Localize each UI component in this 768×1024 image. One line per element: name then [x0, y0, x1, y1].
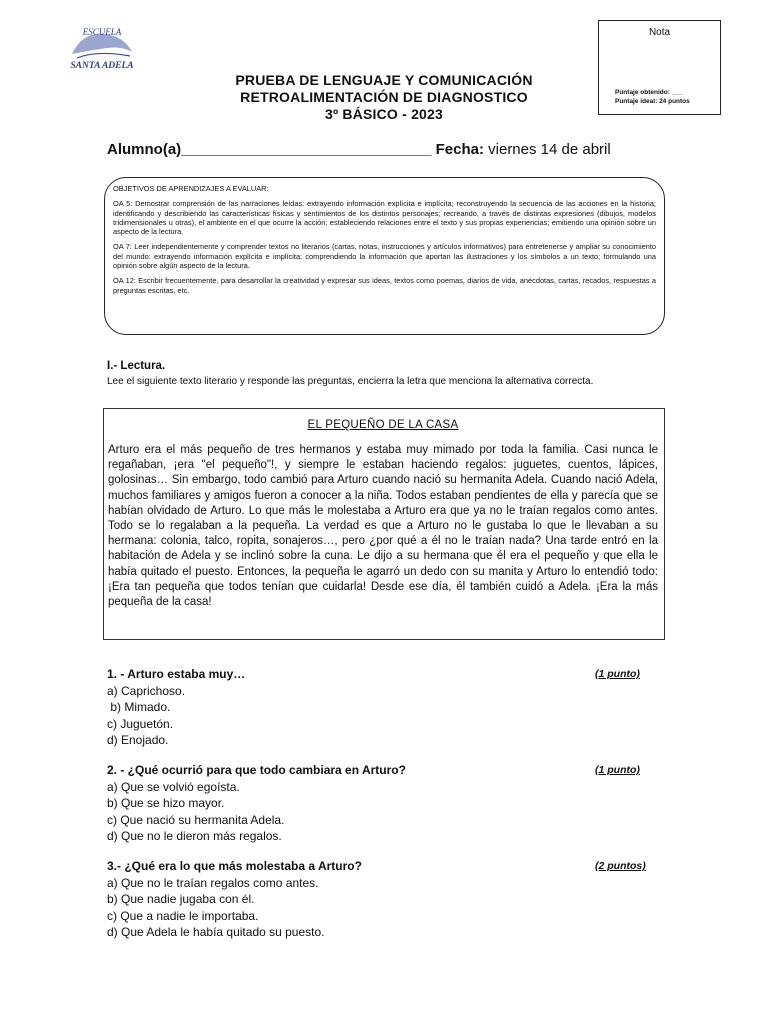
learning-objectives-box	[104, 177, 665, 335]
story-box	[103, 408, 665, 640]
header-line-1: PRUEBA DE LENGUAJE Y COMUNICACIÓN	[235, 72, 533, 88]
question-3-points: (2 puntos)	[595, 860, 646, 872]
logo-text-top: ESCUELA	[82, 27, 122, 37]
question-2-option-d[interactable]: d) Que no le dieron más regalos.	[107, 829, 282, 843]
question-2-points: (1 punto)	[595, 764, 640, 776]
section-instruction: Lee el siguiente texto literario y responde las preguntas, encierra la letra que menciona la alternativa correcta.	[107, 376, 594, 387]
document-header	[150, 72, 618, 123]
question-3-option-a[interactable]: a) Que no le traían regalos como antes.	[107, 875, 319, 890]
student-name-field[interactable]: Alumno(a)______________________________	[107, 141, 432, 158]
header-line-2: RETROALIMENTACIÓN DE DIAGNOSTICO	[240, 89, 528, 105]
story-title: EL PEQUEÑO DE LA CASA	[307, 419, 459, 431]
question-3-title: 3.- ¿Qué era lo que más molestaba a Arturo?	[107, 859, 362, 873]
question-3	[107, 858, 667, 941]
score-obtained: Puntaje obtenido: ___	[615, 89, 683, 96]
school-logo	[52, 24, 152, 76]
score-ideal: Puntaje ideal: 24 puntos	[615, 98, 690, 105]
question-3-option-d[interactable]: d) Que Adela le había quitado su puesto.	[107, 925, 325, 939]
question-1-option-b[interactable]: b) Mimado.	[107, 700, 171, 714]
question-3-option-c[interactable]: c) Que a nadie le importaba.	[107, 908, 259, 923]
story-text: Arturo era el más pequeño de tres hermanos y estaba muy mimado por toda la familia. Casi nunca le regañaban, ¡era "el pequeño"!, y siempre le estaban haciendo regalos: juguetes, cuentos, lápices, golosinas… Sin embargo, todo cambió para Arturo cuando nació su hermanita Adela. Cuando nació Adela, muchos familiares y amigos fueron a conocer a la niña. Todos estaban pendientes de ella y parecía que se habían olvidado de Arturo. Lo que más le molestaba a Arturo era que ya no le traían regalos como antes. Todo se lo regalaban a la pequeña. La verdad es que a Arturo no le gustaba lo que le llevaban a su hermana: colonia, talco, ropita, sonajeros…, pero ¿por qué a él no le traían nada? Una tarde entró en la habitación de Adela y se inclinó sobre la cuna. Le dijo a su hermana que él era el pequeño y que ella le había quitado el puesto. Entonces, la pequeña le agarró un dedo con su manita y Arturo lo entendió todo: ¡Era tan pequeña que todos tenían que cuidarla! Desde ese día, él también cuidó a Adela. ¡Era la más pequeña de la casa!	[108, 444, 658, 609]
grade-box-title: Nota	[648, 27, 671, 38]
question-1-option-d[interactable]: d) Enojado.	[107, 733, 169, 747]
objective-oa5: OA 5: Demostrar comprensión de las narraciones leídas: extrayendo información explícita e implícita; reconstruyendo la secuencia de las acciones en la historia; identificando y describiendo las características físicas y sentimientos de los distintos personajes; recreando, a través de distintas expresiones (dibujos, modelos tridimensionales u otras), el ambiente en el que ocurre la acción; estableciendo relaciones entre el texto y sus propias experiencias; emitiendo una opinión sobre un aspecto de la lectura.	[113, 199, 656, 237]
question-1-option-c[interactable]: c) Juguetón.	[107, 716, 174, 731]
question-1-option-a[interactable]: a) Caprichoso.	[107, 683, 186, 698]
header-line-3: 3º BÁSICO - 2023	[324, 106, 444, 122]
date-label: Fecha:	[435, 141, 484, 158]
question-1-title: 1. - Arturo estaba muy…	[107, 667, 246, 681]
logo-text-bottom: SANTA ADELA	[70, 61, 134, 71]
objective-oa7: OA 7: Leer independientemente y comprender textos no literarios (cartas, notas, instrucciones y artículos informativos) para entretenerse y ampliar su conocimiento del mundo: extrayendo información explícita e implícita; comprendiendo la información que aportan las ilustraciones y los símbolos a un texto; formulando una opinión sobre algún aspecto de la lectura.	[113, 242, 656, 271]
question-2-option-c[interactable]: c) Que nació su hermanita Adela.	[107, 812, 285, 827]
question-2	[107, 762, 667, 845]
section-title: I.- Lectura.	[107, 360, 166, 372]
objective-oa12: OA 12: Escribir frecuentemente, para desarrollar la creatividad y expresar sus ideas, textos como poemas, diarios de vida, anécdotas, cartas, recados, respuestas a preguntas escritas, etc.	[113, 276, 656, 295]
student-info-line	[107, 141, 611, 158]
question-1-points: (1 punto)	[595, 668, 640, 680]
question-2-title: 2. - ¿Qué ocurrió para que todo cambiara en Arturo?	[107, 763, 406, 777]
question-2-option-b[interactable]: b) Que se hizo mayor.	[107, 796, 225, 810]
date-value: viernes 14 de abril	[488, 141, 611, 158]
question-1	[107, 666, 667, 749]
objectives-heading: OBJETIVOS DE APRENDIZAJES A EVALUAR:	[113, 184, 269, 193]
question-3-option-b[interactable]: b) Que nadie jugaba con él.	[107, 892, 255, 906]
question-2-option-a[interactable]: a) Que se volvió egoísta.	[107, 779, 240, 794]
